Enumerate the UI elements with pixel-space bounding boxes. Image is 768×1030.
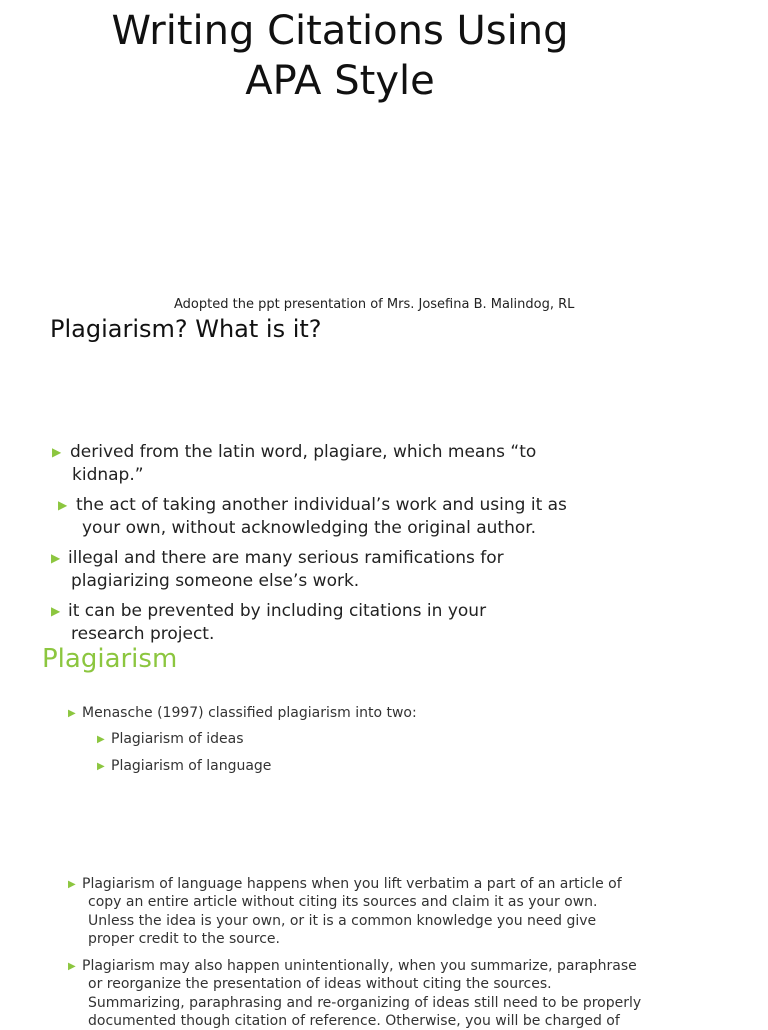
plagiarism-question-heading: Plagiarism? What is it? [50,315,322,343]
triangle-right-icon: ▶ [58,498,68,512]
slide-title-line-1: Writing Citations Using [111,8,569,54]
paragraph-line-2: or reorganize the presentation of ideas without citing the sources. [88,976,552,993]
intro-text: Menasche (1997) classified plagiarism into two: [82,705,417,721]
paragraph-line-3: Summarizing, paraphrasing and re-organizing of ideas still need to be properly [88,994,642,1011]
triangle-right-icon: ▶ [52,445,62,459]
triangle-right-icon: ▶ [97,761,105,772]
bullet-line-2: kidnap.” [72,465,144,485]
type-label: Plagiarism of ideas [111,731,244,747]
bullet-line-1: derived from the latin word, plagiare, which means “to [70,442,537,462]
plagiarism-heading: Plagiarism [42,644,178,674]
bullet-line-2: research project. [71,624,215,644]
triangle-right-icon: ▶ [68,708,76,719]
triangle-right-icon: ▶ [51,551,61,565]
list-item [52,441,612,487]
list-item [51,547,611,593]
credit-text: Adopted the ppt presentation of Mrs. Josefina B. Malindog, RL [174,297,575,312]
bullet-line-1: illegal and there are many serious ramifications for [68,548,504,568]
paragraph-line-4: documented though citation of reference. Otherwise, you will be charged of [88,1012,620,1029]
paragraph-line-4: proper credit to the source. [88,930,280,947]
type-label: Plagiarism of language [111,758,272,774]
list-item [68,704,668,722]
paragraph [68,875,688,948]
slide-title-line-2: APA Style [245,58,435,104]
paragraph-line-2: copy an entire article without citing its sources and claim it as your own. [88,894,598,911]
paragraph-line-1: Plagiarism of language happens when you lift verbatim a part of an article of [82,876,622,892]
list-item [51,600,611,646]
list-item [58,494,618,540]
triangle-right-icon: ▶ [97,734,105,745]
slide-title [0,6,680,106]
list-item [97,757,497,775]
list-item [97,730,497,748]
bullet-line-1: the act of taking another individual’s work and using it as [76,495,567,515]
paragraph [68,957,688,1030]
paragraph-line-1: Plagiarism may also happen unintentionally, when you summarize, paraphrase [82,958,637,974]
triangle-right-icon: ▶ [68,879,76,890]
triangle-right-icon: ▶ [51,604,61,618]
triangle-right-icon: ▶ [68,961,76,972]
bullet-line-1: it can be prevented by including citations in your [68,601,487,621]
bullet-line-2: plagiarizing someone else’s work. [71,571,360,591]
paragraph-line-3: Unless the idea is your own, or it is a common knowledge you need give [88,912,597,929]
bullet-line-2: your own, without acknowledging the original author. [82,518,537,538]
